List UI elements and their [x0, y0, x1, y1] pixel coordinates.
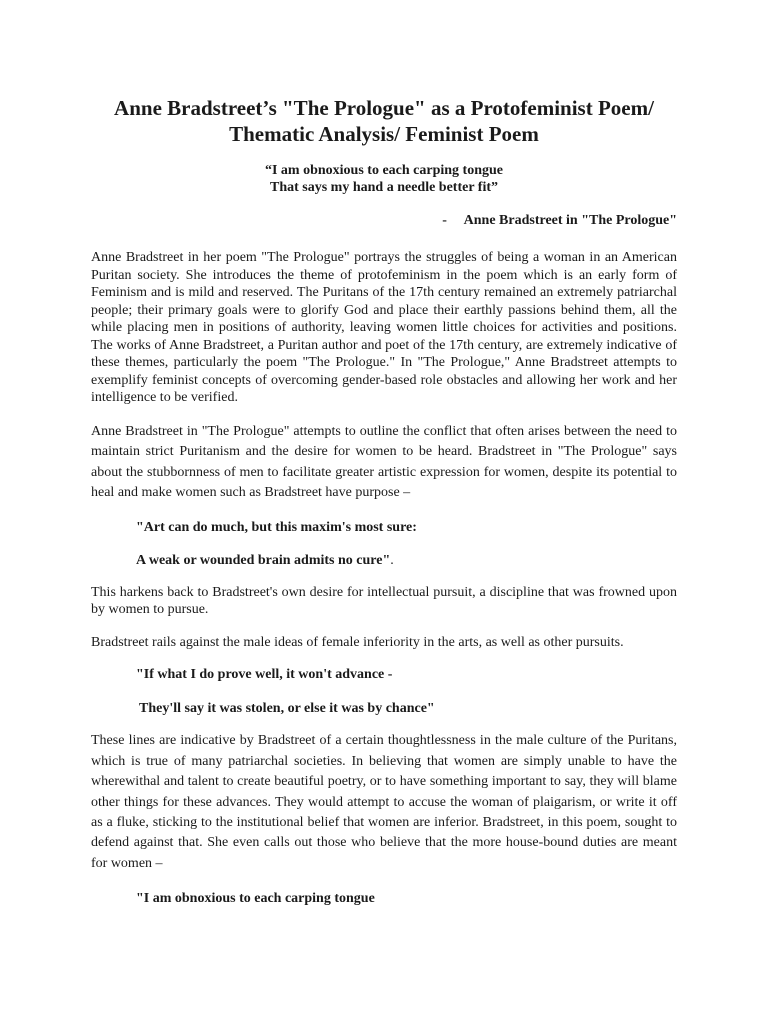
- document-page: [91, 95, 677, 907]
- body-paragraph-5: These lines are indicative by Bradstreet of a certain thoughtlessness in the male culture of the Puritans, which is true of many patriarchal societies. In believing that women are simply unable to have the wherewithal and talent to create beautiful poetry, or to have something important to say, they will blame other things for these advances. They would attempt to accuse the woman of plaigarism, or write it off as a fluke, sticking to the institutional belief that women are inferior. Bradstreet, in this poem, sought to defend against that. She even calls out those who believe that the more house-bound duties are meant for women –: [91, 733, 677, 871]
- document-title: Anne Bradstreet’s "The Prologue" as a Protofeminist Poem/ Thematic Analysis/ Feminist Poem: [114, 96, 654, 146]
- poem-quote-1: "Art can do much, but this maxim's most sure:: [136, 519, 417, 535]
- epigraph-line-1: “I am obnoxious to each carping tongue: [264, 163, 504, 178]
- body-paragraph-2: Anne Bradstreet in "The Prologue" attempts to outline the conflict that often arises between the need to maintain strict Puritanism and the desire for women to be heard. Bradstreet in "The Prologue" says about the stubbornness of men to facilitate greater artistic expression for women, despite its potential to heal and make women such as Bradstreet have purpose –: [91, 423, 677, 501]
- poem-quote-5: "I am obnoxious to each carping tongue: [136, 891, 375, 907]
- epigraph-attribution: - Anne Bradstreet in "The Prologue": [442, 213, 677, 228]
- body-paragraph-3: This harkens back to Bradstreet's own desire for intellectual pursuit, a discipline that was frowned upon by women to pursue.: [91, 584, 677, 618]
- poem-quote-3: "If what I do prove well, it won't advance -: [136, 667, 393, 683]
- epigraph-line-2: That says my hand a needle better fit”: [269, 180, 499, 195]
- poem-quote-2: [91, 552, 677, 569]
- poem-quote-4: They'll say it was stolen, or else it was by chance": [139, 701, 435, 717]
- poem-quote-2-text: A weak or wounded brain admits no cure": [136, 552, 391, 568]
- epigraph: [91, 162, 677, 196]
- body-paragraph-1: Anne Bradstreet in her poem "The Prologue" portrays the struggles of being a woman in an American Puritan society. She introduces the theme of protofeminism in the poem which is an early form of Feminism and is mild and reserved. The Puritans of the 17th century remained an extremely patriarchal people; their primary goals were to glorify God and place their earthly passions behind them, all the while placing men in positions of authority, leaving women little choices for activities and positions. The works of Anne Bradstreet, a Puritan author and poet of the 17th century, are extremely indicative of these themes, particularly the poem "The Prologue." In "The Prologue," Anne Bradstreet attempts to exemplify feminist concepts of overcoming gender-based role obstacles and allowing her work and her intelligence to be verified.: [91, 250, 677, 405]
- body-paragraph-4: Bradstreet rails against the male ideas of female inferiority in the arts, as well as other pursuits.: [91, 634, 624, 650]
- poem-quote-2-period: .: [390, 552, 394, 568]
